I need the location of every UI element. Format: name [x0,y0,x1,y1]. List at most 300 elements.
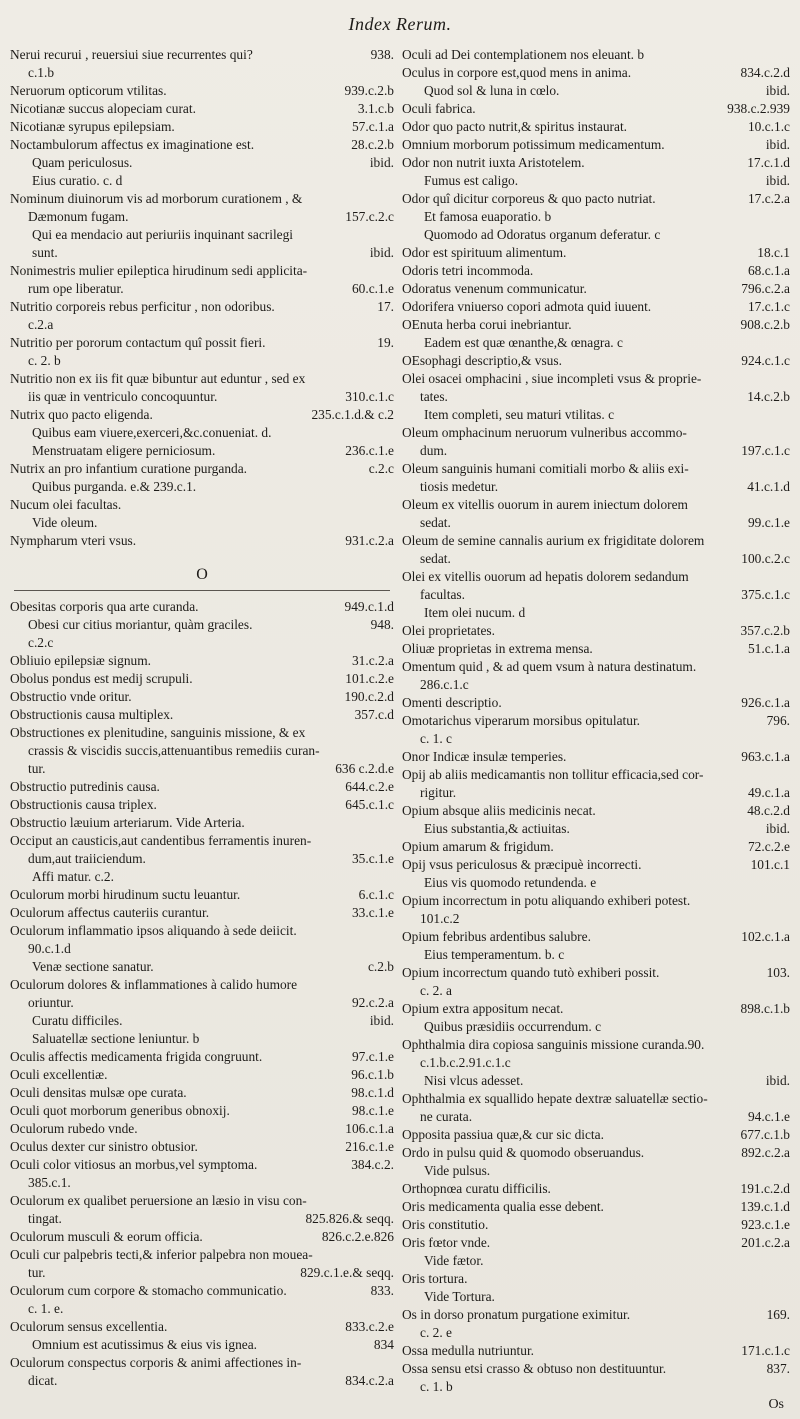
entry-line [402,1144,790,1162]
entry-line [402,514,790,532]
entry-line [402,676,790,694]
entry-text: Saluatellæ sectione leniuntur. b [32,1031,200,1046]
index-entry [402,1216,790,1234]
entry-text: c. 1. b [420,1379,453,1394]
entry-line [402,910,790,928]
entry-line [10,154,394,172]
entry-text: Opium amarum & frigidum. [402,839,554,854]
entry-text: Obstructionis causa triplex. [10,797,157,812]
entry-text: Odor est spirituum alimentum. [402,245,567,260]
page-reference: 924.c.1.c [741,353,790,368]
entry-line [402,280,790,298]
index-entry [402,1180,790,1198]
entry-line [10,598,394,616]
entry-text: Vide Tortura. [424,1289,495,1304]
entry-line [402,1234,790,1252]
entry-text: Nutrix quo pacto eligenda. [10,407,153,422]
entry-line [402,478,790,496]
entry-text: Omenti descriptio. [402,695,502,710]
entry-line [402,1180,790,1198]
entry-text: Vide oleum. [32,515,98,530]
entry-text: Ossa medulla nutriuntur. [402,1343,535,1358]
entry-text: Occiput an causticis,aut candentibus ferramentis inuren- [10,833,312,848]
entry-text: Nympharum vteri vsus. [10,533,137,548]
entry-text: Ophthalmia ex squallido hepate dextræ saluatellæ sectio- [402,1091,708,1106]
entry-text: Oculi excellentiæ. [10,1067,108,1082]
entry-text: Quibus purganda. e.& 239.c.1. [32,479,197,494]
entry-line [402,766,790,784]
index-entry [10,406,394,460]
entry-line [402,1342,790,1360]
entry-text: Opium incorrectum in potu aliquando exhiberi potest. [402,893,691,908]
page-reference: 17.c.1.d [747,155,790,170]
entry-text: tur. [28,1265,46,1280]
entry-line [10,1174,394,1192]
entry-line [10,1048,394,1066]
entry-line [402,640,790,658]
page-reference: 17.c.1.c [747,299,790,314]
page-reference: 191.c.2.d [740,1181,790,1196]
page-reference: 101.c.2.e [345,671,394,686]
index-entry [402,1270,790,1306]
page-reference: 201.c.2.a [741,1235,790,1250]
entry-text: Obolus pondus est medij scrupuli. [10,671,193,686]
page-reference: 833. [370,1283,394,1298]
entry-line [10,940,394,958]
page-reference: 963.c.1.a [741,749,790,764]
entry-text: Eius temperamentum. b. c [424,947,565,962]
entry-text: Obstructiones ex plenitudine, sanguinis missione, & ex [10,725,306,740]
page-reference: 99.c.1.e [747,515,790,530]
index-entry [10,670,394,688]
entry-text: Eius vis quomodo retundenda. e [424,875,597,890]
right-column [402,46,790,1396]
entry-line [402,1054,790,1072]
entry-text: sedat. [420,551,451,566]
index-entry [10,46,394,82]
entry-line [402,1306,790,1324]
entry-text: Nutritio non ex iis fit quæ bibuntur aut eduntur , sed ex [10,371,306,386]
index-entry [10,652,394,670]
page-reference: 938.c.2.939 [727,101,790,116]
index-entry [10,136,394,190]
entry-text: 101.c.2 [420,911,460,926]
entry-line [402,352,790,370]
entry-text: Oculi densitas mulsæ ope curata. [10,1085,187,1100]
entry-text: Olei proprietates. [402,623,495,638]
entry-line [10,496,394,514]
entry-line [402,82,790,100]
page-reference: 139.c.1.d [740,1199,790,1214]
index-entry [402,496,790,532]
entry-text: Eius curatio. c. d [32,173,123,188]
entry-line [10,1066,394,1084]
page-reference: 384.c.2. [351,1157,394,1172]
entry-line [402,1018,790,1036]
entry-text: Oculorum sensus excellentia. [10,1319,168,1334]
index-entry [402,460,790,496]
index-entry [10,496,394,532]
index-entry [10,724,394,778]
entry-line [10,514,394,532]
entry-text: Omentum quid , & ad quem vsum à natura destinatum. [402,659,697,674]
entry-text: Oleum ex vitellis ouorum in aurem iniectum dolorem [402,497,688,512]
entry-line [402,1072,790,1090]
page-reference: 96.c.1.b [351,1067,394,1082]
page-reference: 68.c.1.a [747,263,790,278]
entry-line [402,100,790,118]
index-entry [10,904,394,922]
index-entry [402,136,790,154]
entry-line [10,994,394,1012]
page-reference: 949.c.1.d [344,599,394,614]
page-reference: 938. [370,47,394,62]
index-entry [10,1156,394,1192]
entry-text: Vide fætor. [424,1253,484,1268]
index-entry [402,838,790,856]
entry-text: Oculi color vitiosus an morbus,vel symptoma. [10,1157,258,1172]
page-reference: 18.c.1 [757,245,790,260]
page-reference: 171.c.1.c [741,1343,790,1358]
index-entry [402,1342,790,1360]
entry-text: sunt. [32,245,58,260]
index-entry [402,118,790,136]
index-entry [402,244,790,262]
entry-text: Menstruatam eligere perniciosum. [32,443,216,458]
index-entry [402,370,790,424]
index-entry [402,568,790,622]
index-entry [402,190,790,244]
page-reference: ibid. [765,137,790,152]
entry-line [10,1228,394,1246]
page-reference: 837. [766,1361,790,1376]
entry-text: sedat. [420,515,451,530]
entry-text: Nutritio per pororum contactum quî possit fieri. [10,335,266,350]
entry-text: c. 1. c [420,731,452,746]
entry-text: dum,aut traiiciendum. [28,851,146,866]
entry-line [10,1354,394,1372]
index-entry [10,262,394,298]
entry-line [402,208,790,226]
page-reference: 157.c.2.c [345,209,394,224]
page-reference: 235.c.1.d.& c.2 [311,407,394,422]
index-entry [10,334,394,370]
index-entry [402,100,790,118]
index-entry [402,298,790,316]
page-reference: 94.c.1.e [747,1109,790,1124]
entry-line [10,1156,394,1174]
index-entry [402,892,790,928]
index-entry [402,1126,790,1144]
page-reference: 28.c.2.b [351,137,394,152]
section-letter: O [196,566,208,583]
entry-line [10,1300,394,1318]
entry-line [402,784,790,802]
entry-text: Opij vsus periculosus & præcipuè incorrecti. [402,857,642,872]
entry-line [402,838,790,856]
entry-line [402,568,790,586]
page-reference: 60.c.1.e [351,281,394,296]
entry-line [10,478,394,496]
section-rule [14,590,390,591]
index-entry [402,622,790,640]
entry-text: Curatu difficiles. [32,1013,123,1028]
entry-line [402,1162,790,1180]
page-reference: 677.c.1.b [740,1127,790,1142]
entry-line [402,550,790,568]
page-reference: ibid. [765,1073,790,1088]
page-reference: 101.c.1 [750,857,790,872]
entry-text: Oculi ad Dei contemplationem nos eleuant. b [402,47,645,62]
entry-line [10,832,394,850]
entry-text: Nominum diuinorum vis ad morborum curationem , & [10,191,303,206]
entry-line [10,64,394,82]
page-reference: 645.c.1.c [345,797,394,812]
page-reference: 3.1.c.b [357,101,394,116]
index-entry [10,532,394,550]
page-reference: 898.c.1.b [740,1001,790,1016]
page-reference: 72.c.2.e [747,839,790,854]
entry-line [402,1324,790,1342]
entry-text: Ossa sensu etsi crasso & obtuso non destituuntur. [402,1361,667,1376]
entry-text: Venæ sectione sanatur. [32,959,154,974]
entry-text: Os in dorso pronatum purgatione eximitur. [402,1307,631,1322]
entry-text: dum. [420,443,448,458]
entry-text: Oculorum musculi & eorum officia. [10,1229,203,1244]
entry-text: Quibus eam viuere,exerceri,&c.conueniat. d. [32,425,272,440]
page-reference: 892.c.2.a [741,1145,790,1160]
page-reference: ibid. [765,83,790,98]
entry-text: c.1.b [28,65,55,80]
entry-text: Quam periculosus. [32,155,133,170]
entry-text: c. 1. e. [28,1301,64,1316]
entry-line [10,136,394,154]
page-reference: 923.c.1.e [741,1217,790,1232]
index-entry [10,118,394,136]
entry-text: Nicotianæ syrupus epilepsiam. [10,119,175,134]
page-reference: 92.c.2.a [351,995,394,1010]
entry-text: Obesi cur citius moriantur, quàm graciles. [28,617,253,632]
entry-line [10,1210,394,1228]
page-reference: c.2.b [367,959,394,974]
index-entry [10,1246,394,1282]
index-entry [10,706,394,724]
entry-line [402,244,790,262]
page-reference: 17.c.2.a [747,191,790,206]
page-reference: ibid. [765,821,790,836]
entry-line [402,748,790,766]
page-reference: 33.c.1.e [351,905,394,920]
entry-text: c. 2. b [28,353,61,368]
entry-line [10,1084,394,1102]
entry-line [402,190,790,208]
entry-text: Dæmonum fugam. [28,209,129,224]
entry-text: Nicotianæ succus alopeciam curat. [10,101,196,116]
page-reference: 375.c.1.c [741,587,790,602]
entry-text: OEsophagi descriptio,& vsus. [402,353,562,368]
index-entry [402,1036,790,1090]
entry-text: Fumus est caligo. [424,173,519,188]
page-reference: 357.c.2.b [740,623,790,638]
entry-line [402,892,790,910]
entry-text: Eadem est quæ œnanthe,& œnagra. c [424,335,623,350]
left-column-top [10,46,394,550]
index-entry [10,814,394,832]
entry-text: Oculus dexter cur sinistro obtusior. [10,1139,198,1154]
index-entry [402,712,790,748]
index-entry [10,1066,394,1084]
page-reference: 31.c.2.a [351,653,394,668]
entry-line [402,604,790,622]
entry-text: Obstructio læuium arteriarum. Vide Arteria. [10,815,245,830]
entry-line [10,1318,394,1336]
entry-text: facultas. [420,587,465,602]
entry-line [10,280,394,298]
index-entry [10,598,394,652]
entry-line [10,778,394,796]
entry-line [402,262,790,280]
left-column-bottom [10,598,394,1390]
index-entry [10,1282,394,1318]
entry-line [10,1030,394,1048]
entry-text: 286.c.1.c [420,677,469,692]
entry-line [402,1360,790,1378]
index-entry [402,316,790,352]
entry-line [402,460,790,478]
entry-line [10,190,394,208]
entry-line [402,1198,790,1216]
entry-text: Oris tortura. [402,1271,468,1286]
page-reference: 825.826.& seqq. [305,1211,394,1226]
index-entry [10,778,394,796]
entry-text: Odorifera vniuerso copori admota quid iuuent. [402,299,652,314]
entry-line [10,922,394,940]
page-reference: 41.c.1.d [747,479,790,494]
entry-line [10,334,394,352]
entry-line [10,424,394,442]
entry-line [402,64,790,82]
entry-line [402,1000,790,1018]
index-entry [402,424,790,460]
index-entry [402,46,790,64]
entry-line [10,796,394,814]
page-reference: 236.c.1.e [345,443,394,458]
entry-text: Oleum de semine cannalis aurium ex frigiditate dolorem [402,533,705,548]
index-entry [10,1084,394,1102]
entry-line [10,976,394,994]
entry-line [10,532,394,550]
entry-text: Oculorum morbi hirudinum suctu leuantur. [10,887,241,902]
entry-text: Oris medicamenta qualia esse debent. [402,1199,604,1214]
index-entry [402,694,790,712]
entry-text: Qui ea mendacio aut periuriis inquinant sacrilegi [32,227,294,242]
entry-text: Olei ex vitellis ouorum ad hepatis dolorem sedandum [402,569,689,584]
entry-line [10,244,394,262]
page-reference: 357.c.d [354,707,394,722]
entry-line [10,904,394,922]
entry-line [402,586,790,604]
entry-line [10,634,394,652]
entry-line [402,172,790,190]
entry-line [402,442,790,460]
index-entry [10,1192,394,1228]
entry-text: Odoratus venenum communicatur. [402,281,587,296]
entry-text: Quibus præsidiis occurrendum. c [424,1019,602,1034]
entry-text: Opij ab aliis medicamantis non tollitur efficacia,sed cor- [402,767,704,782]
entry-text: Oliuæ proprietas in extrema mensa. [402,641,593,656]
entry-text: Opium extra appositum necat. [402,1001,564,1016]
entry-text: c. 2. a [420,983,452,998]
entry-line [10,670,394,688]
entry-text: Obstructionis causa multiplex. [10,707,174,722]
entry-line [402,820,790,838]
entry-text: Odor quo pacto nutrit,& spiritus instaurat. [402,119,628,134]
entry-text: tur. [28,761,46,776]
index-entry [402,1360,790,1396]
entry-text: Olei osacei omphacini , siue incompleti vsus & proprie- [402,371,702,386]
entry-text: OEnuta herba corui inebriantur. [402,317,572,332]
entry-text: Oculus in corpore est,quod mens in anima. [402,65,632,80]
entry-text: Quomodo ad Odoratus organum deferatur. c [424,227,661,242]
entry-text: Ordo in pulsu quid & quomodo obseruandus. [402,1145,645,1160]
entry-text: Orthopnœa curatu difficilis. [402,1181,551,1196]
index-entry [10,1318,394,1354]
entry-text: iis quæ in ventriculo concoquuntur. [28,389,218,404]
entry-text: dicat. [28,1373,58,1388]
entry-line [402,1288,790,1306]
entry-line [402,964,790,982]
page-reference: 6.c.1.c [358,887,394,902]
entry-line [10,850,394,868]
entry-line [10,958,394,976]
entry-line [10,352,394,370]
entry-text: Odor non nutrit iuxta Aristotelem. [402,155,585,170]
index-entry [402,1306,790,1342]
entry-text: oriuntur. [28,995,74,1010]
index-entry [10,190,394,262]
page-reference: ibid. [369,1013,394,1028]
page-reference: 197.c.1.c [741,443,790,458]
entry-line [10,262,394,280]
page-reference: 49.c.1.a [747,785,790,800]
catchword: Os [768,1397,784,1412]
entry-line [10,652,394,670]
entry-line [402,694,790,712]
index-entry [10,100,394,118]
index-entry [10,922,394,976]
entry-text: 90.c.1.d [28,941,71,956]
entry-line [10,760,394,778]
page-reference: 19. [377,335,394,350]
entry-text: Oleum omphacinum neruorum vulneribus accommo- [402,425,687,440]
entry-line [402,154,790,172]
entry-line [402,1252,790,1270]
page-reference: 931.c.2.a [345,533,394,548]
entry-line [402,1036,790,1054]
entry-text: Oculorum cum corpore & stomacho communicatio. [10,1283,287,1298]
index-entry [10,82,394,100]
entry-line [10,1282,394,1300]
entry-text: Oculi quot morborum generibus obnoxij. [10,1103,230,1118]
entry-text: c.2.c [28,635,54,650]
entry-text: Affi matur. c.2. [32,869,114,884]
index-entry [402,928,790,964]
entry-line [402,1090,790,1108]
entry-line [10,442,394,460]
entry-line [402,982,790,1000]
entry-line [402,874,790,892]
entry-line [402,388,790,406]
